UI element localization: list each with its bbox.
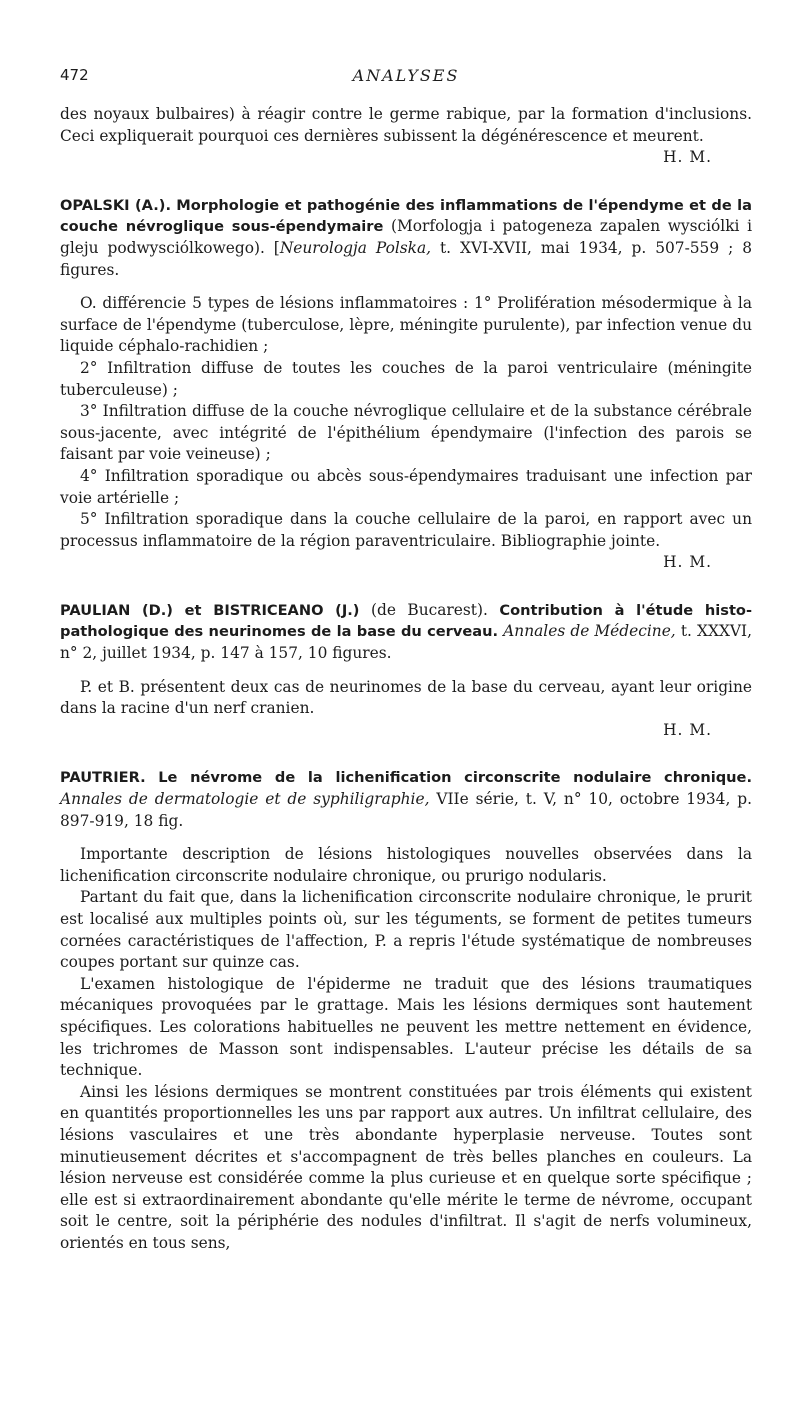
page-number: 472	[60, 66, 89, 84]
entry-paragraph: 2° Infiltration diffuse de toutes les couches de la paroi ventriculaire (méningite tuberculeuse) ;	[60, 358, 752, 399]
entry-ref-post: t. XXXVI, n° 2, juillet 1934, p. 147 à 157, 10 figures.	[60, 622, 752, 663]
running-title: ANALYSES	[352, 66, 460, 85]
entry-ref-post: VIIe série, t. V, n° 10, octobre 1934, p. 897-919, 18 fig.	[60, 790, 752, 830]
entry-continued	[60, 104, 752, 169]
entry-paragraph: Importante description de lésions histologiques nouvelles observées dans la lichenification circonscrite nodulaire chronique, ou prurigo nodularis.	[60, 845, 752, 885]
entry-paulian	[60, 600, 752, 742]
entry-title: Le névrome de la lichenification circonscrite nodulaire chronique.	[158, 769, 752, 787]
entry-continued-body: des noyaux bulbaires) à réagir contre le germe rabique, par la formation d'inclusions. Ceci expliquerait pourquoi ces dernières subissent la dégénérescence et meurent.	[60, 105, 752, 145]
entry-author: PAULIAN (D.) et BISTRICEANO (J.)	[60, 601, 360, 619]
entry-paragraph: O. différencie 5 types de lésions inflammatoires : 1° Prolifération mésodermique à la surface de l'épendyme (tuberculose, lèpre, méningite purulente), par infection venue du liquide céphalo-rachidien ;	[60, 294, 752, 356]
entry-heading	[60, 767, 752, 832]
entry-paragraph: 4° Infiltration sporadique ou abcès sous-épendymaires traduisant une infection par voie artérielle ;	[60, 466, 752, 507]
entry-ref-post: t. XVI-XVII, mai 1934, p. 507-559 ; 8 figures.	[60, 238, 752, 279]
signature: H. M.	[663, 148, 712, 167]
entry-affiliation: (de Bucarest).	[359, 600, 500, 619]
entry-paragraph: 5° Infiltration sporadique dans la couche cellulaire de la paroi, en rapport avec un processus inflammatoire de la région paraventriculaire. Bibliographie jointe.	[60, 510, 752, 550]
page-content	[60, 104, 752, 1255]
entry-journal: Annales de Médecine,	[498, 622, 676, 641]
entry-heading	[60, 600, 752, 665]
entry-title: Morphologie et pathogénie des inflammations de l'épendyme et de la couche névroglique sous-épendymaire	[60, 196, 752, 236]
entry-paragraph: Partant du fait que, dans la lichenification circonscrite nodulaire chronique, le prurit est localisé aux multiples points où, sur les téguments, se forment de petites tumeurs cornées caractéristiques de l'affection, P. a repris l'étude systématique de nombreuses coupes portant sur quinze cas.	[60, 888, 752, 972]
entry-title: Contribution à l'étude histo-pathologique des neurinomes de la base du cerveau.	[60, 601, 753, 641]
entry-heading	[60, 195, 752, 281]
signature: H. M.	[663, 553, 712, 572]
entry-opalski	[60, 195, 752, 574]
entry-paragraph: Ainsi les lésions dermiques se montrent constituées par trois éléments qui existent en quantités proportionnelles les uns par rapport aux autres. Un infiltrat cellulaire, des lésions vasculaires et une très abondante hyperplasie nerveuse. Toutes sont minutieusement décrites et s'accompagnent de très belles planches en couleurs. La lésion nerveuse est considérée comme la plus curieuse et en quelque sorte spécifique ; elle est si extraordinairement abondante qu'elle mérite le terme de névrome, occupant soit le centre, soit la périphérie des nodules d'infiltrat. Il s'agit de nerfs volumineux, orientés en tous sens,	[60, 1082, 752, 1252]
entry-author: PAUTRIER.	[60, 769, 146, 787]
entry-paragraph: 3° Infiltration diffuse de la couche névroglique cellulaire et de la substance cérébrale sous-jacente, avec intégrité de l'épithélium épendymaire (l'infection des parois se faisant par voie veineuse) ;	[60, 402, 752, 464]
entry-paragraph: L'examen histologique de l'épiderme ne traduit que des lésions traumatiques mécaniques provoquées par le grattage. Mais les lésions dermiques sont hautement spécifiques. Les colorations habituelles ne peuvent les mettre nettement en évidence, les trichromes de Masson sont indispensables. L'auteur précise les détails de sa technique.	[60, 974, 752, 1080]
entry-pautrier	[60, 767, 752, 1254]
page-header	[60, 66, 752, 88]
signature: H. M.	[663, 720, 712, 739]
entry-ref-pre: (Morfologja i patogeneza zapalen wysciólki i gleju podwysciólkowego). [	[60, 217, 752, 257]
entry-journal: Annales de dermatologie et de syphiligraphie,	[60, 790, 430, 809]
entry-paragraph: P. et B. présentent deux cas de neurinomes de la base du cerveau, ayant leur origine dans la racine d'un nerf cranien.	[60, 677, 752, 718]
entry-author: OPALSKI (A.).	[60, 196, 171, 214]
entry-journal: Neurologja Polska,	[279, 238, 432, 257]
